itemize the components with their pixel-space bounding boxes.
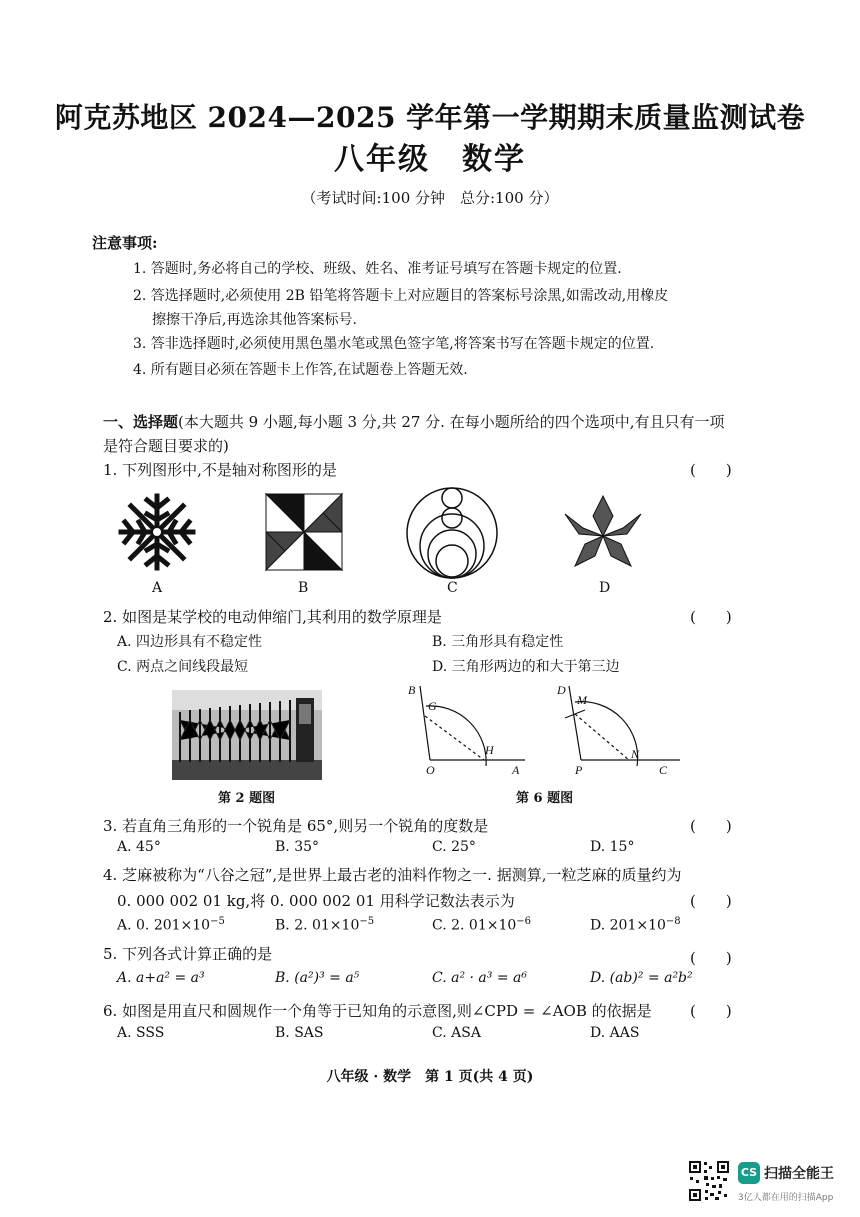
q2-stem: 2. 如图是某学校的电动伸缩门,其利用的数学原理是 — [103, 608, 442, 626]
q5-option-b: B. (a²)³ = a⁵ — [275, 970, 360, 986]
label-o: O — [426, 763, 435, 776]
q2-figure-gate-photo — [172, 690, 322, 780]
q4-answer-paren: ( ) — [690, 892, 732, 910]
q5-option-d: D. (ab)² = a²b² — [590, 970, 693, 986]
q3-option-a: A. 45° — [117, 839, 161, 855]
q5-stem: 5. 下列各式计算正确的是 — [103, 945, 273, 963]
scanner-app-name: 扫描全能王 — [764, 1166, 834, 1182]
q2-option-a: A. 四边形具有不稳定性 — [117, 634, 263, 650]
q2-option-b: B. 三角形具有稳定性 — [432, 634, 564, 650]
q4-option-d-base: D. 201×10 — [590, 917, 666, 934]
q1-figure-d-rhombi — [561, 494, 645, 576]
q4-option-b — [275, 916, 374, 934]
q3-option-d: D. 15° — [590, 839, 635, 855]
label-m: M — [577, 693, 587, 707]
section-heading-rest: (本大题共 9 小题,每小题 3 分,共 27 分. 在每小题所给的四个选项中,有且只有一项 — [178, 413, 725, 431]
label-d: D — [557, 683, 566, 697]
q4-option-c — [432, 916, 531, 934]
q1-figure-a-snowflake — [117, 492, 197, 572]
q6-option-c: C. ASA — [432, 1025, 481, 1041]
label-b: B — [408, 683, 416, 697]
q4-option-a-base: A. 0. 201×10 — [117, 917, 211, 934]
q1-label-a: A — [152, 580, 163, 596]
q4-option-c-base: C. 2. 01×10 — [432, 917, 517, 934]
q1-label-d: D — [599, 580, 611, 596]
q6-option-d: D. AAS — [590, 1025, 640, 1041]
section-heading-line2: 是符合题目要求的) — [103, 437, 229, 455]
note-item: 1. 答题时,务必将自己的学校、班级、姓名、准考证号填写在答题卡规定的位置. — [133, 261, 622, 277]
note-item: 擦擦干净后,再选涂其他答案标号. — [152, 312, 357, 328]
scanner-tagline: 3亿人都在用的扫描App — [738, 1193, 834, 1203]
q1-label-c: C — [447, 580, 458, 596]
q2-answer-paren: ( ) — [690, 608, 732, 626]
q1-label-b: B — [298, 580, 309, 596]
q5-option-c: C. a² · a³ = a⁶ — [432, 970, 527, 986]
caption-fig2: 第 2 题图 — [218, 791, 276, 806]
section-heading — [103, 411, 725, 432]
label-a: A — [512, 763, 520, 776]
q3-stem: 3. 若直角三角形的一个锐角是 65°,则另一个锐角的度数是 — [103, 817, 489, 835]
q6-figure-angle-aob — [400, 680, 530, 776]
notes-heading: 注意事项: — [92, 234, 158, 252]
note-item: 4. 所有题目必须在答题卡上作答,在试题卷上答题无效. — [133, 362, 468, 378]
exam-title: 阿克苏地区 2024—2025 学年第一学期期末质量监测试卷 — [54, 101, 806, 134]
exam-subtitle: 八年级 数学 — [334, 142, 526, 177]
q6-stem: 6. 如图是用直尺和圆规作一个角等于已知角的示意图,则∠CPD = ∠AOB 的依据是 — [103, 1002, 652, 1020]
q4-stem-line1: 4. 芝麻被称为“八谷之冠”,是世界上最古老的油料作物之一. 据测算,一粒芝麻的质量约为 — [103, 866, 682, 884]
q3-option-c: C. 25° — [432, 839, 476, 855]
q2-option-d: D. 三角形两边的和大于第三边 — [432, 659, 620, 675]
q3-answer-paren: ( ) — [690, 817, 732, 835]
q4-option-b-base: B. 2. 01×10 — [275, 917, 360, 934]
q6-answer-paren: ( ) — [690, 1002, 732, 1020]
q1-stem: 1. 下列图形中,不是轴对称图形的是 — [103, 461, 337, 479]
q4-option-d-exp: −8 — [665, 916, 681, 927]
label-h: H — [485, 743, 494, 757]
qr-code-icon — [688, 1160, 730, 1202]
q6-figure-angle-cpd — [555, 680, 685, 776]
q4-stem-line2: 0. 000 002 01 kg,将 0. 000 002 01 用科学记数法表示为 — [117, 892, 515, 910]
label-p: P — [575, 763, 583, 776]
q6-option-a: A. SSS — [117, 1025, 165, 1041]
q5-answer-paren: ( ) — [690, 949, 732, 967]
q4-option-b-exp: −5 — [359, 916, 375, 927]
camscanner-logo-icon: CS — [738, 1162, 760, 1184]
q6-option-b: B. SAS — [275, 1025, 324, 1041]
exam-time-info: （考试时间:100 分钟 总分:100 分） — [301, 189, 559, 207]
caption-fig6: 第 6 题图 — [516, 791, 574, 806]
q4-option-a — [117, 916, 225, 934]
q1-figure-c-circles — [405, 486, 499, 580]
note-item: 2. 答选择题时,必须使用 2B 铅笔将答题卡上对应题目的答案标号涂黑,如需改动,用橡皮 — [133, 288, 669, 304]
q4-option-a-exp: −5 — [210, 916, 225, 927]
q4-option-c-exp: −6 — [516, 916, 532, 927]
q4-option-d — [590, 916, 681, 934]
label-c: C — [659, 763, 668, 776]
q1-figure-b-pinwheel — [264, 492, 344, 572]
page-footer: 八年级 · 数学 第 1 页(共 4 页) — [326, 1069, 534, 1085]
label-n: N — [631, 747, 640, 761]
q3-option-b: B. 35° — [275, 839, 320, 855]
label-g: G — [428, 699, 437, 713]
q5-option-a: A. a+a² = a³ — [117, 970, 205, 986]
q1-answer-paren: ( ) — [690, 461, 732, 479]
section-heading-bold: 一、选择题 — [103, 413, 179, 431]
note-item: 3. 答非选择题时,必须使用黑色墨水笔或黑色签字笔,将答案书写在答题卡规定的位置. — [133, 336, 655, 352]
q2-option-c: C. 两点之间线段最短 — [117, 659, 249, 675]
